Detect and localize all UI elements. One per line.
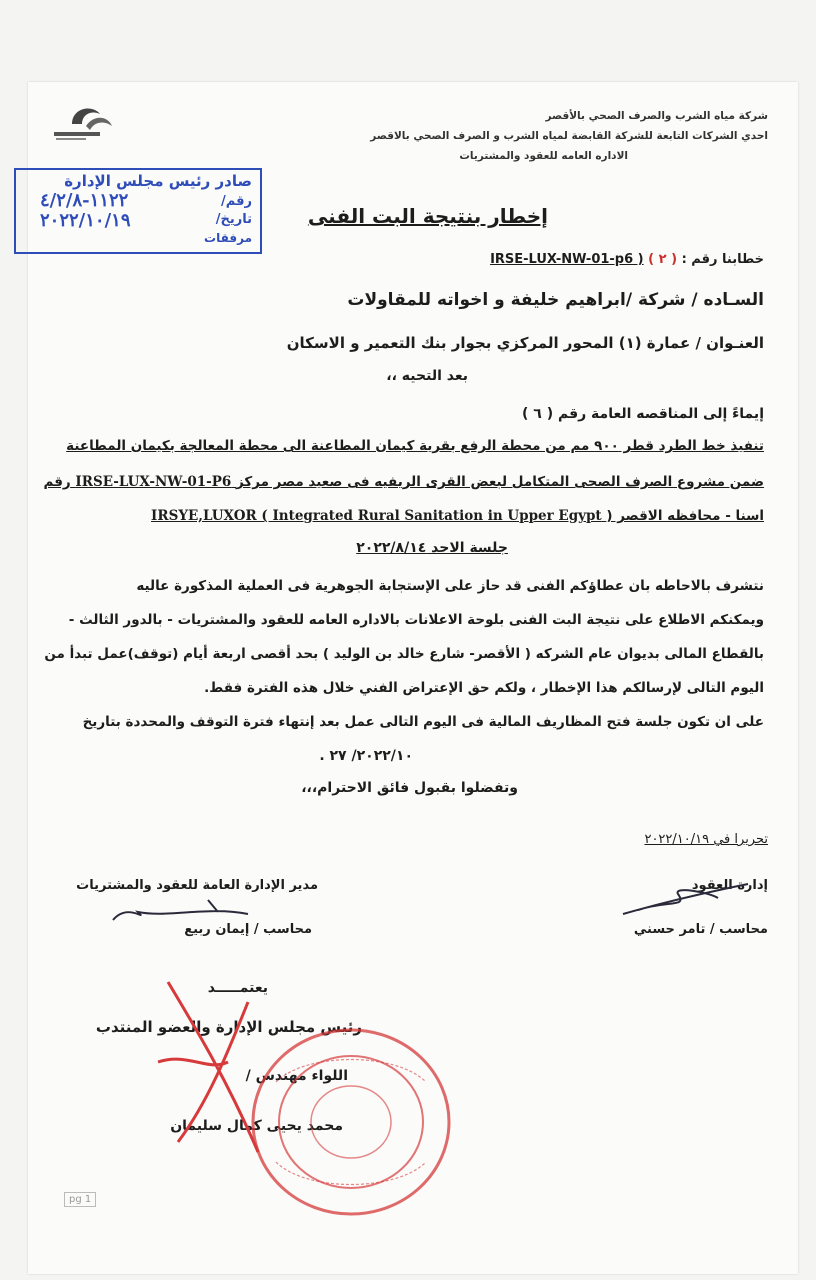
left-signatory-title: مدير الإدارة العامة للعقود والمشتريات [76, 878, 318, 893]
address: العنـوان / عمارة (١) المحور المركزي بجوار بنك التعمير و الاسكان [286, 334, 764, 352]
letter-number [490, 252, 764, 267]
body-p3: بالقطاع المالى بديوان عام الشركه ( الأقصر- شارع خالد بن الوليد ) بحد أقصى اربعة أيام (توقف)عمل تبدأ من [44, 646, 764, 662]
letter-number-num: ( ٢ ) [648, 252, 678, 267]
body-p2: ويمكنكم الاطلاع على نتيجة البت الفنى بلوحة الاعلانات بالاداره العامه للعقود والمشتريات - بالدور الثالث - [68, 612, 764, 628]
project-line-2 [44, 474, 765, 490]
outgoing-stamp [14, 168, 262, 254]
letter-code: IRSE-LUX-NW-01-p6 ) [490, 252, 644, 267]
stamp-date-label: تاريخ/ [215, 212, 252, 227]
project-line-3 [151, 508, 764, 524]
letter-number-label: خطابنا رقم : [681, 252, 764, 267]
left-signatory-name: محاسب / إيمان ربيع [184, 922, 312, 937]
document-page [28, 82, 798, 1274]
letterhead-department: الاداره العامه للعقود والمشتريات [459, 150, 628, 162]
page-marker: pg 1 [64, 1192, 96, 1207]
stamp-number-label: رقم/ [221, 194, 252, 209]
body-p4: اليوم التالى لإرسالكم هذا الإخطار ، ولكم حق الإعتراض الفني خلال هذه الفترة فقط. [204, 680, 764, 696]
approve-label: يعتمـــــد [207, 980, 268, 996]
chair-rank: اللواء مهندس / [245, 1068, 348, 1084]
letterhead-company: شركة مياه الشرب والصرف الصحي بالأقصر [545, 110, 768, 122]
closing: وتفضلوا بقبول فائق الاحترام،،، [301, 780, 518, 796]
left-signature-scribble [108, 892, 258, 936]
stamp-title: صادر رئيس مجلس الإدارة [64, 172, 252, 190]
session-date: جلسة الاحد ٢٠٢٢/٨/١٤ [356, 540, 508, 556]
stamp-date-value: ٢٠٢٢/١٠/١٩ [40, 210, 131, 231]
project-line-3-ar: اسنا - محافظه الاقصر ( [606, 508, 764, 524]
right-signatory-title: إدارة العقود [691, 878, 768, 893]
body-p5: على ان تكون جلسة فتح المظاريف المالية فى اليوم التالى عمل بعد إنتهاء فترة التوقف والمحددة بتاريخ [82, 714, 764, 730]
body-p1: نتشرف بالاحاطه بان عطاؤكم الفنى قد حاز على الإستجابة الجوهرية فى العملية المذكورة عاليه [136, 578, 764, 594]
greeting: بعد التحيه ،، [386, 368, 468, 384]
chair-title: رئيس مجلس الإدارة والعضو المنتدب [95, 1018, 362, 1036]
company-logo [42, 96, 122, 146]
stamp-attachments-label: مرفقات [204, 231, 252, 245]
right-signatory-name: محاسب / تامر حسني [633, 922, 768, 937]
project-line-3-en: IRSYE,LUXOR ( Integrated Rural Sanitation in Upper Egypt [151, 508, 602, 524]
project-line-2-end: رقم [43, 474, 71, 490]
written-on-date: تحريرا في ٢٠٢٢/١٠/١٩ [644, 832, 768, 847]
right-signature-scribble [618, 874, 758, 928]
page-title: إخطار بنتيجة البت الفنى [307, 204, 548, 228]
company-seal [246, 1022, 456, 1226]
stamp-number-value: ١١٢٢-٤/٢/٨ [40, 190, 129, 211]
letterhead-parent: احدي الشركات التابعة للشركة القابضة لمياه الشرب و الصرف الصحي بالاقصر [370, 130, 768, 142]
project-code: IRSE-LUX-NW-01-P6 [75, 474, 232, 490]
body-date: ٢٠٢٢/١٠/ ٢٧ . [319, 748, 413, 764]
addressee: السـاده / شركة /ابراهيم خليفة و اخواته للمقاولات [347, 290, 764, 310]
project-line-2-text: ضمن مشروع الصرف الصحى المتكامل لبعض القرى الريفيه فى صعيد مصر مركز [235, 474, 764, 490]
tender-reference: إيماءً إلى المناقصه العامة رقم ( ٦ ) [522, 406, 764, 422]
project-line-1: تنفيذ خط الطرد قطر ٩٠٠ مم من محطة الرفع بقرية كيمان المطاعنة الى محطة المعالجة بكيمان المطاعنة [66, 438, 764, 454]
chair-name: محمد يحيى كمال سليمان [170, 1118, 343, 1134]
